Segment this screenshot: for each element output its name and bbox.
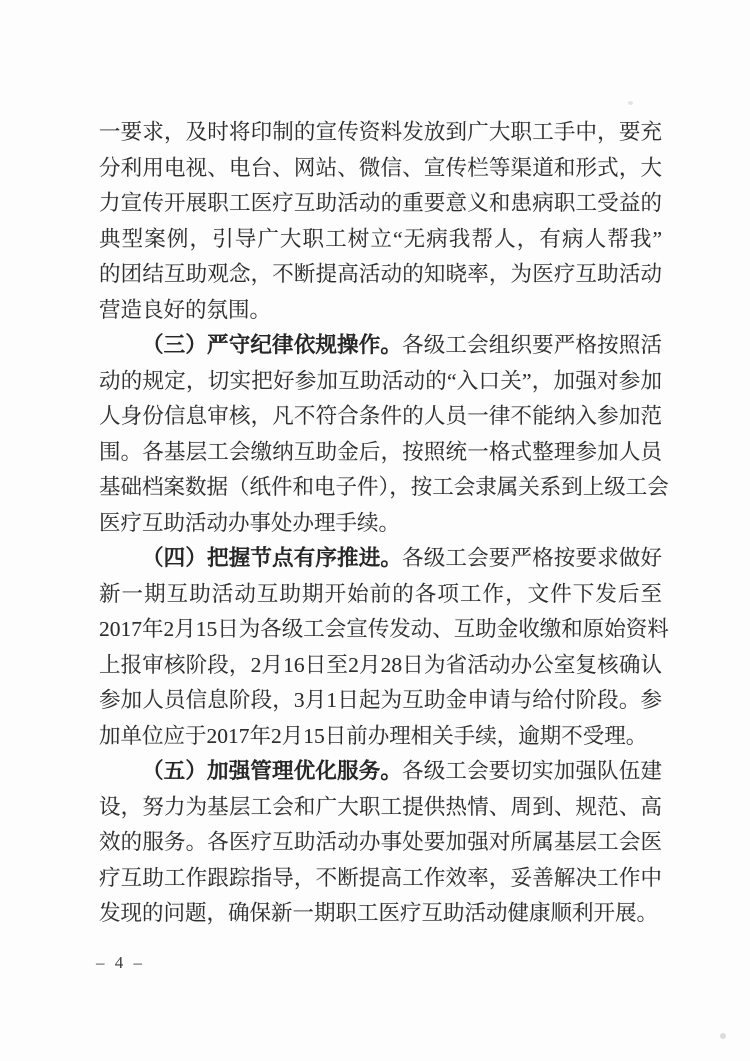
text-segment: 新一期互助活动互助期开始前的各项工作，文件下发后至 [99, 581, 662, 606]
text-line [99, 541, 662, 577]
page-number: – 4 – [96, 953, 145, 972]
text-segment: 2017年2月15日为各级工会宣传发动、互助金收缴和原始资料 [99, 617, 669, 641]
text-segment: 人身份信息审核，凡不符合条件的人员一律不能纳入参加范 [99, 404, 662, 428]
text-segment: 各级工会要切实加强队伍建 [402, 759, 662, 783]
text-line [99, 399, 662, 435]
text-line [99, 506, 662, 542]
text-segment: 参加人员信息阶段，3月1日起为互助金申请与给付阶段。参 [99, 688, 662, 712]
text-segment: 上报审核阶段，2月16日至2月28日为省活动办公室复核确认 [99, 652, 662, 677]
text-segment: 加单位应于2017年2月15日前办理相关手续，逾期不受理。 [99, 723, 648, 748]
paragraph-heading: （四）把握节点有序推进。 [142, 546, 403, 570]
text-line [99, 577, 662, 613]
paragraph-heading: （五）加强管理优化服务。 [142, 759, 403, 783]
page-footer [96, 953, 145, 973]
text-segment: 医疗互助活动办事处办理手续。 [99, 510, 401, 535]
text-line [99, 186, 662, 222]
text-segment: 营造良好的氛围。 [99, 297, 272, 322]
text-line [99, 825, 662, 861]
scan-speck [628, 101, 633, 105]
text-segment: 一要求，及时将印制的宣传资料发放到广大职工手中，要充 [99, 120, 662, 144]
text-line [99, 435, 662, 471]
text-segment: 疗互助工作跟踪指导，不断提高工作效率，妥善解决工作中 [99, 865, 662, 890]
text-segment: 动的规定，切实把好参加互助活动的“入口关”，加强对参加 [99, 368, 662, 393]
text-line [99, 151, 662, 187]
text-segment: 围。各基层工会缴纳互助金后，按照统一格式整理参加人员 [99, 439, 662, 464]
text-line [99, 896, 662, 932]
text-segment: 分利用电视、电台、网站、微信、宣传栏等渠道和形式，大 [99, 155, 662, 180]
text-line [99, 257, 662, 293]
text-segment: 效的服务。各医疗互助活动办事处要加强对所属基层工会医 [99, 830, 662, 854]
text-line [99, 470, 669, 506]
text-segment: 各级工会要严格按要求做好 [402, 546, 662, 570]
text-segment: 各级工会组织要严格按照活 [402, 333, 662, 357]
text-segment: 力宣传开展职工医疗互助活动的重要意义和患病职工受益的 [99, 191, 662, 215]
text-segment: 设，努力为基层工会和广大职工提供热情、周到、规范、高 [99, 794, 662, 819]
text-segment: 典型案例，引导广大职工树立“无病我帮人，有病人帮我” [99, 226, 662, 251]
text-line [99, 222, 662, 258]
document-body [99, 115, 669, 932]
text-line [99, 754, 662, 790]
text-line [99, 861, 662, 897]
text-line [99, 328, 662, 364]
text-line [99, 115, 662, 151]
text-line [99, 648, 662, 684]
text-segment: 基础档案数据（纸件和电子件），按工会隶属关系到上级工会 [99, 475, 669, 499]
text-line [99, 790, 662, 826]
text-segment: 发现的问题，确保新一期职工医疗互助活动健康顺利开展。 [99, 901, 659, 925]
text-line [99, 612, 669, 648]
text-segment: 的团结互助观念，不断提高活动的知晓率，为医疗互助活动 [99, 262, 662, 286]
text-line [99, 683, 662, 719]
text-line [99, 293, 662, 329]
paragraph-heading: （三）严守纪律依规操作。 [142, 333, 403, 357]
text-line [99, 719, 662, 755]
scan-speck [720, 1033, 726, 1039]
text-line [99, 364, 662, 400]
